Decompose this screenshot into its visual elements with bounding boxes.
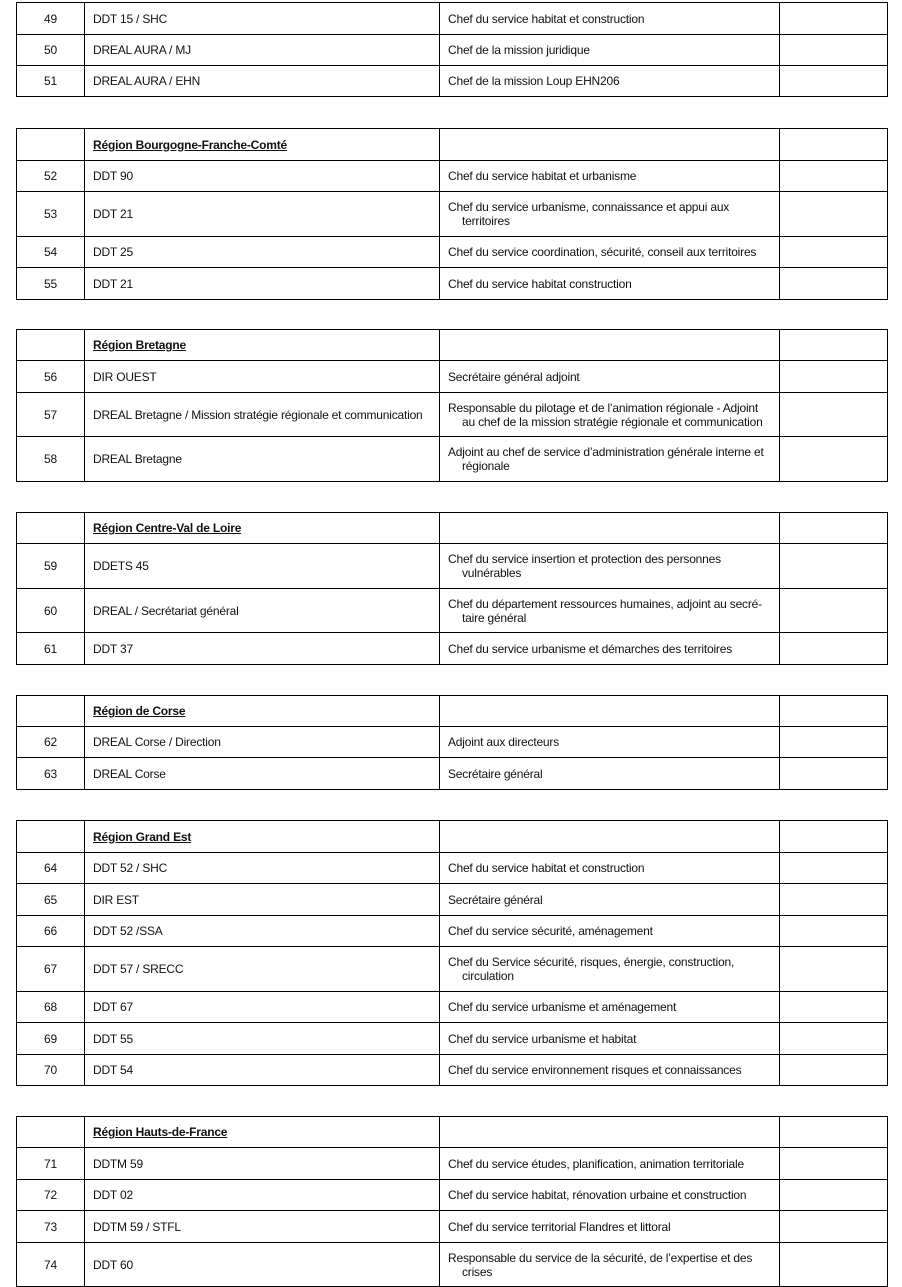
function-cell <box>440 3 780 35</box>
table-row <box>17 1148 888 1180</box>
row-number: 57 <box>17 393 85 437</box>
region-title: Région Bourgogne-Franche-Comté <box>93 137 287 152</box>
empty-cell <box>17 513 85 544</box>
region-header-row <box>17 1117 888 1148</box>
table-row <box>17 393 888 437</box>
table-row <box>17 727 888 758</box>
service-cell: DREAL Bretagne <box>85 437 440 482</box>
empty-cell <box>780 330 888 361</box>
function-line: Chef du département ressources humaines, adjoint au secré- <box>448 596 762 611</box>
function-line: Adjoint au chef de service d’administration générale interne et <box>448 445 764 459</box>
empty-cell <box>440 513 780 544</box>
service-cell: DREAL Corse / Direction <box>85 727 440 758</box>
empty-cell <box>780 696 888 727</box>
function-line: Chef du service sécurité, aménagement <box>448 924 653 938</box>
row-number: 50 <box>17 35 85 66</box>
function-cell <box>440 1211 780 1243</box>
function-line: crises <box>462 1264 493 1279</box>
row-number: 51 <box>17 66 85 97</box>
empty-cell <box>17 821 85 853</box>
function-line: Chef du service urbanisme et aménagement <box>448 1000 677 1014</box>
service-cell: DDT 67 <box>85 992 440 1023</box>
empty-cell <box>17 129 85 161</box>
row-number: 53 <box>17 192 85 237</box>
table-row <box>17 66 888 97</box>
table-block <box>16 695 888 790</box>
row-number: 71 <box>17 1148 85 1180</box>
table-row <box>17 3 888 35</box>
function-cell <box>440 916 780 947</box>
region-header-cell <box>85 1117 440 1148</box>
function-line: territoires <box>462 214 510 228</box>
table-row <box>17 589 888 633</box>
table-row <box>17 884 888 916</box>
region-header-cell <box>85 330 440 361</box>
function-line: Secrétaire général <box>448 892 543 907</box>
service-cell: DDT 25 <box>85 237 440 268</box>
function-line: Responsable du service de la sécurité, de l’expertise et des <box>448 1250 753 1265</box>
row-number: 68 <box>17 992 85 1023</box>
row-number: 62 <box>17 727 85 758</box>
empty-cell <box>780 237 888 268</box>
region-header-cell <box>85 513 440 544</box>
empty-cell <box>780 1023 888 1055</box>
function-line: Chef du service coordination, sécurité, conseil aux territoires <box>448 245 757 259</box>
table-row <box>17 916 888 947</box>
row-number: 61 <box>17 633 85 665</box>
empty-cell <box>780 1117 888 1148</box>
empty-cell <box>780 544 888 589</box>
service-cell: DDT 02 <box>85 1180 440 1211</box>
empty-cell <box>440 696 780 727</box>
service-cell: DDT 60 <box>85 1243 440 1287</box>
function-line: Chef du service urbanisme et démarches des territoires <box>448 641 732 656</box>
service-cell: DDTM 59 <box>85 1148 440 1180</box>
table-row <box>17 758 888 790</box>
function-cell <box>440 268 780 300</box>
function-line: Chef du service habitat, rénovation urbaine et construction <box>448 1188 747 1202</box>
function-cell <box>440 589 780 633</box>
service-cell: DDT 21 <box>85 268 440 300</box>
row-number: 66 <box>17 916 85 947</box>
table-row <box>17 1023 888 1055</box>
service-cell: DDT 90 <box>85 161 440 192</box>
row-number: 72 <box>17 1180 85 1211</box>
service-cell: DREAL Corse <box>85 758 440 790</box>
empty-cell <box>780 192 888 237</box>
table-row <box>17 992 888 1023</box>
service-cell: DDT 52 / SHC <box>85 853 440 884</box>
function-cell <box>440 237 780 268</box>
empty-cell <box>780 513 888 544</box>
empty-cell <box>440 129 780 161</box>
function-cell <box>440 1055 780 1086</box>
empty-cell <box>17 330 85 361</box>
empty-cell <box>780 161 888 192</box>
table-row <box>17 192 888 237</box>
empty-cell <box>780 361 888 393</box>
function-cell <box>440 1180 780 1211</box>
service-cell: DDT 15 / SHC <box>85 3 440 35</box>
service-cell: DDT 37 <box>85 633 440 665</box>
function-line: Chef du service territorial Flandres et littoral <box>448 1219 671 1234</box>
table-row <box>17 853 888 884</box>
table-row <box>17 161 888 192</box>
function-cell <box>440 393 780 437</box>
region-title: Région Hauts-de-France <box>93 1125 228 1139</box>
empty-cell <box>17 1117 85 1148</box>
row-number: 56 <box>17 361 85 393</box>
function-cell <box>440 758 780 790</box>
table-block <box>16 512 888 665</box>
region-title: Région Centre-Val de Loire <box>93 521 242 535</box>
row-number: 58 <box>17 437 85 482</box>
empty-cell <box>780 821 888 853</box>
function-cell <box>440 1023 780 1055</box>
region-title: Région Grand Est <box>93 829 192 844</box>
service-cell: DREAL AURA / MJ <box>85 35 440 66</box>
function-line: circulation <box>462 969 514 983</box>
function-line: Chef du service urbanisme et habitat <box>448 1031 637 1046</box>
function-cell <box>440 992 780 1023</box>
table-block <box>16 329 888 482</box>
row-number: 52 <box>17 161 85 192</box>
empty-cell <box>17 696 85 727</box>
empty-cell <box>780 1180 888 1211</box>
function-line: Chef du service insertion et protection des personnes <box>448 552 721 566</box>
empty-cell <box>780 916 888 947</box>
region-header-row <box>17 330 888 361</box>
function-line: Responsable du pilotage et de l’animation régionale - Adjoint <box>448 400 759 415</box>
service-cell: DDTM 59 / STFL <box>85 1211 440 1243</box>
service-cell: DDETS 45 <box>85 544 440 589</box>
function-cell <box>440 192 780 237</box>
table-block <box>16 2 888 97</box>
row-number: 73 <box>17 1211 85 1243</box>
function-line: taire général <box>462 610 527 625</box>
empty-cell <box>780 129 888 161</box>
empty-cell <box>780 3 888 35</box>
region-title: Région de Corse <box>93 704 186 718</box>
region-header-row <box>17 513 888 544</box>
table-block <box>16 128 888 300</box>
function-cell <box>440 884 780 916</box>
empty-cell <box>780 66 888 97</box>
empty-cell <box>780 758 888 790</box>
service-cell: DREAL / Secrétariat général <box>85 589 440 633</box>
empty-cell <box>780 1055 888 1086</box>
empty-cell <box>780 633 888 665</box>
function-cell <box>440 947 780 992</box>
function-line: au chef de la mission stratégie régionale et communication <box>462 414 763 429</box>
region-title: Région Bretagne <box>93 338 187 352</box>
service-cell: DDT 55 <box>85 1023 440 1055</box>
function-line: régionale <box>462 459 510 473</box>
service-cell: DDT 54 <box>85 1055 440 1086</box>
empty-cell <box>780 947 888 992</box>
function-line: Adjoint aux directeurs <box>448 735 559 749</box>
empty-cell <box>440 821 780 853</box>
row-number: 49 <box>17 3 85 35</box>
row-number: 70 <box>17 1055 85 1086</box>
empty-cell <box>440 330 780 361</box>
empty-cell <box>440 1117 780 1148</box>
function-line: Chef du service habitat et construction <box>448 861 645 875</box>
row-number: 55 <box>17 268 85 300</box>
service-cell: DREAL AURA / EHN <box>85 66 440 97</box>
table-row <box>17 361 888 393</box>
function-cell <box>440 66 780 97</box>
region-header-row <box>17 696 888 727</box>
service-cell: DREAL Bretagne / Mission stratégie régionale et communication <box>85 393 440 437</box>
function-cell <box>440 437 780 482</box>
table-row <box>17 1055 888 1086</box>
empty-cell <box>780 1211 888 1243</box>
row-number: 59 <box>17 544 85 589</box>
function-line: Chef du service urbanisme, connaissance et appui aux <box>448 200 730 214</box>
table-row <box>17 268 888 300</box>
region-header-row <box>17 821 888 853</box>
service-cell: DIR OUEST <box>85 361 440 393</box>
function-cell <box>440 853 780 884</box>
empty-cell <box>780 589 888 633</box>
function-cell <box>440 1243 780 1287</box>
empty-cell <box>780 35 888 66</box>
region-header-row <box>17 129 888 161</box>
service-cell: DDT 52 /SSA <box>85 916 440 947</box>
region-header-cell <box>85 696 440 727</box>
function-cell <box>440 633 780 665</box>
function-line: Chef du service habitat et urbanisme <box>448 169 637 183</box>
function-line: Chef de la mission Loup EHN206 <box>448 74 620 88</box>
function-line: Secrétaire général adjoint <box>448 369 580 384</box>
function-line: Chef du Service sécurité, risques, énergie, construction, <box>448 955 735 969</box>
row-number: 67 <box>17 947 85 992</box>
function-cell <box>440 35 780 66</box>
function-cell <box>440 1148 780 1180</box>
table-row <box>17 947 888 992</box>
function-line: Chef de la mission juridique <box>448 43 590 57</box>
function-line: Chef du service études, planification, animation territoriale <box>448 1156 744 1171</box>
function-line: vulnérables <box>462 566 522 580</box>
table-row <box>17 1180 888 1211</box>
row-number: 69 <box>17 1023 85 1055</box>
row-number: 65 <box>17 884 85 916</box>
region-header-cell <box>85 821 440 853</box>
row-number: 64 <box>17 853 85 884</box>
service-cell: DIR EST <box>85 884 440 916</box>
table-row <box>17 35 888 66</box>
function-line: Secrétaire général <box>448 766 543 781</box>
table-block <box>16 820 888 1086</box>
empty-cell <box>780 884 888 916</box>
table-row <box>17 237 888 268</box>
function-line: Chef du service habitat construction <box>448 276 632 291</box>
row-number: 63 <box>17 758 85 790</box>
empty-cell <box>780 727 888 758</box>
service-cell: DDT 21 <box>85 192 440 237</box>
table-row <box>17 1243 888 1287</box>
function-cell <box>440 361 780 393</box>
table-row <box>17 633 888 665</box>
table-row <box>17 437 888 482</box>
function-cell <box>440 544 780 589</box>
function-cell <box>440 161 780 192</box>
empty-cell <box>780 1148 888 1180</box>
function-cell <box>440 727 780 758</box>
row-number: 74 <box>17 1243 85 1287</box>
row-number: 54 <box>17 237 85 268</box>
service-cell: DDT 57 / SRECC <box>85 947 440 992</box>
table-row <box>17 544 888 589</box>
empty-cell <box>780 853 888 884</box>
function-line: Chef du service habitat et construction <box>448 11 645 26</box>
table-row <box>17 1211 888 1243</box>
function-line: Chef du service environnement risques et connaissances <box>448 1063 742 1077</box>
table-block <box>16 1116 888 1287</box>
empty-cell <box>780 437 888 482</box>
empty-cell <box>780 1243 888 1287</box>
empty-cell <box>780 393 888 437</box>
empty-cell <box>780 992 888 1023</box>
row-number: 60 <box>17 589 85 633</box>
region-header-cell <box>85 129 440 161</box>
empty-cell <box>780 268 888 300</box>
